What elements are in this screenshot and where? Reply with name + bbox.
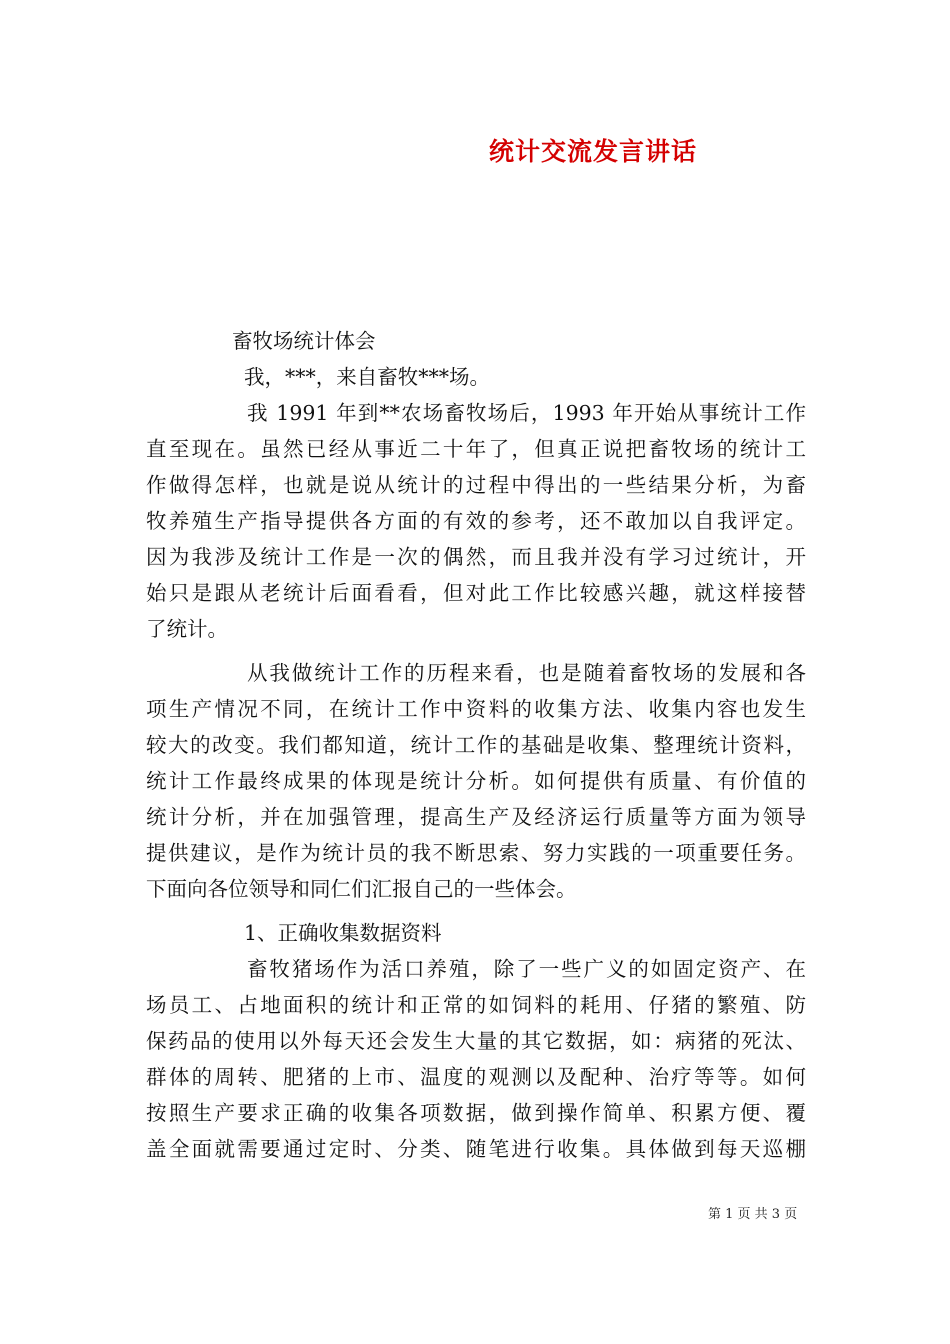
text-line: 下面向各位领导和同仁们汇报自己的一些体会。 [146,877,577,901]
text-line: 统计工作最终成果的体现是统计分析。如何提供有质量、有价值的 [146,769,806,793]
text-line: 群体的周转、肥猪的上市、温度的观测以及配种、治疗等等。如何 [146,1065,806,1089]
text-line: 保药品的使用以外每天还会发生大量的其它数据，如：病猪的死汰、 [146,1029,806,1053]
text-line: 场员工、占地面积的统计和正常的如饲料的耗用、仔猪的繁殖、防 [146,993,806,1017]
text-line: 提供建议，是作为统计员的我不断思索、努力实践的一项重要任务。 [146,841,806,865]
text-line: 按照生产要求正确的收集各项数据，做到操作简单、积累方便、覆 [146,1101,806,1125]
text-line: 牧养殖生产指导提供各方面的有效的参考，还不敢加以自我评定。 [146,509,806,533]
text-line: 畜牧猪场作为活口养殖，除了一些广义的如固定资产、在 [247,957,806,981]
document-title: 统计交流发言讲话 [489,137,698,166]
text-line: 因为我涉及统计工作是一次的偶然，而且我并没有学习过统计，开 [146,545,806,569]
section-heading: 畜牧场统计体会 [232,329,376,353]
text-line: 统计分析，并在加强管理，提高生产及经济运行质量等方面为领导 [146,805,806,829]
text-line: 较大的改变。我们都知道，统计工作的基础是收集、整理统计资料， [146,733,806,757]
text-line: 直至现在。虽然已经从事近二十年了，但真正说把畜牧场的统计工 [146,437,806,461]
text-line: 我，***，来自畜牧***场。 [244,365,490,389]
section-heading: 1、正确收集数据资料 [244,921,442,945]
text-line: 盖全面就需要通过定时、分类、随笔进行收集。具体做到每天巡棚 [146,1137,806,1161]
text-line: 从我做统计工作的历程来看，也是随着畜牧场的发展和各 [247,661,806,685]
text-line: 我 1991 年到**农场畜牧场后，1993 年开始从事统计工作 [247,401,806,425]
text-line: 了统计。 [146,617,228,641]
page-footer: 第 1 页 共 3 页 [708,1207,798,1222]
text-line: 项生产情况不同，在统计工作中资料的收集方法、收集内容也发生 [146,697,806,721]
text-line: 作做得怎样，也就是说从统计的过程中得出的一些结果分析，为畜 [146,473,806,497]
text-line: 始只是跟从老统计后面看看，但对此工作比较感兴趣，就这样接替 [146,581,806,605]
